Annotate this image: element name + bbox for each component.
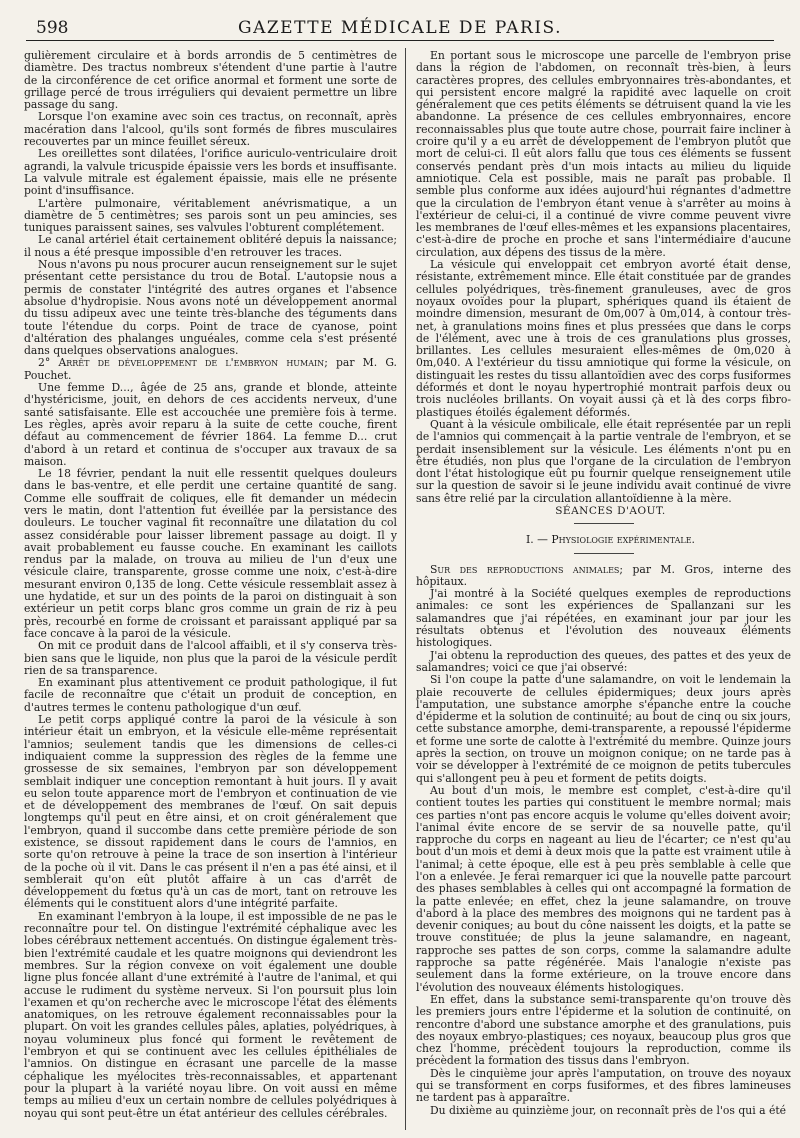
- paragraph: Lorsque l'on examine avec soin ces tractus, on reconnaît, après macération dans l'alcool, qu'ils sont formés de fibres musculaires recouvertes par un mince feuillet séreux.: [24, 110, 397, 149]
- right-column: [416, 50, 791, 1132]
- section-heading: [24, 357, 397, 382]
- paragraph: J'ai montré à la Société quelques exemples de reproductions animales: ce sont les expériences de Spallanzani sur les salamandres que j'ai répétées, en examinant jour par jour les résultats obtenus et l'évolution des nouveaux éléments histologiques.: [416, 587, 791, 650]
- subsection-title: Sur des reproductions animales: [430, 562, 620, 576]
- heading-rule: [574, 523, 634, 524]
- paragraph: Si l'on coupe la patte d'une salamandre, on voit le lendemain la plaie recouverte de cellules épidermiques; deux jours après l'amputation, une substance amorphe s'épanche entre la couche d'épiderme et la solution de continuité; au bout de cinq ou six jours, cette substance amorphe, demi-transparente, a repoussé l'épiderme et forme une sorte de calotte à l'extrémité du membre. Quinze jours après la section, on trouve un moignon conique; on ne tarde pas à voir se développer à l'extrémité de ce moignon de petits tubercules qui s'allongent peu à peu et forment de petits doigts.: [416, 673, 791, 785]
- paragraph: Une femme D..., âgée de 25 ans, grande et blonde, atteinte d'hystéricisme, jouit, en dehors de ces accidents nerveux, d'une santé satisfaisante. Elle est accouchée une première fois à terme. Les règles, après avoir reparu à la suite de cette couche, firent défaut au commencement de février 1864. La femme D... crut d'abord à un retard et continua de s'occuper aux travaux de sa maison.: [24, 381, 397, 468]
- paragraph: La vésicule qui enveloppait cet embryon avorté était dense, résistante, extrêmement mince. Elle était constituée par de grandes cellules polyédriques, très-finement granuleuses, avec de gros noyaux ovoïdes pour la plupart, sphériques quand ils étaient de moindre dimension, mesurant de 0m,007 à 0m,014, à contour très-net, à granulations moins fines et plus pressées que dans le corps de l'élément, avec une à trois de ces granulations plus grosses, brillantes. Les cellules mesuraient elles-mêmes de 0m,020 à 0m,040. A l'extérieur du tissu amniotique qui forme la vésicule, on distinguait les restes du tissu allantoïdien avec des corps fusiformes déformés et dont le noyau hypertrophié montrait parfois deux ou trois nucléoles brillants. On voyait aussi çà et là des corps fibro-plastiques étoilés également déformés.: [416, 258, 791, 419]
- subsection-heading: [416, 564, 791, 589]
- paragraph: Quant à la vésicule ombilicale, elle était représentée par un repli de l'amnios qui commençait à la partie ventrale de l'embryon, et se perdait insensiblement sur la vésicule. Les éléments n'ont pu en être étudiés, non plus que l'organe de la circulation de l'embryon dont l'état histologique eût pu fournir quelque renseignement utile sur la question de savoir si le jeune individu avait continué de vivre sans être relié par la circulation allantoïdienne à la mère.: [416, 417, 791, 505]
- paragraph: J'ai obtenu la reproduction des queues, des pattes et des yeux de salamandres; voici ce que j'ai observé:: [416, 648, 791, 674]
- section-author: ; par M. G. Pouchet.: [24, 356, 397, 382]
- paragraph: Nous n'avons pu nous procurer aucun renseignement sur le sujet présentant cette persistance du trou de Botal. L'autopsie nous a permis de constater l'intégrité des autres organes et l'absence absolue d'hydropisie. Nous avons noté un développement anormal du tissu adipeux avec une teinte très-blanche des téguments dans toute l'étendue du corps. Point de trace de cyanose, point d'altération des phalanges unguéales, comme cela s'est présenté dans quelques observations analogues.: [24, 258, 397, 358]
- paragraph: Au bout d'un mois, le membre est complet, c'est-à-dire qu'il contient toutes les parties qui constituent le membre normal; mais ces parties n'ont pas encore acquis le volume qu'elles doivent avoir; l'animal évite encore de se servir de sa nouvelle patte, qu'il rapproche du corps en nageant au lieu de l'écarter; ce n'est qu'au bout d'un mois et demi à deux mois que la patte est vraiment utile à l'animal; à cette époque, elle est à peu près semblable à celle que l'on a enlevée. Je ferai remarquer ici que la nouvelle patte parcourt des phases semblables à celles qui ont accompagné la formation de la patte enlevée; en effet, chez la jeune salamandre, on trouve d'abord à la place des membres des moignons qui ne tardent pas à devenir coniques; au bout du cône naissent les doigts, et la patte se trouve constituée; de plus la jeune salamandre, en nageant, rapproche ses pattes de son corps, comme la salamandre adulte rapproche sa patte régénérée. Mais l'analogie n'existe pas seulement dans la forme extérieure, on la trouve encore dans l'évolution des nouveaux éléments histologiques.: [416, 783, 791, 994]
- heading-rule: [574, 553, 634, 554]
- page-number: 598: [36, 18, 69, 38]
- paragraph: En effet, dans la substance semi-transparente qu'on trouve dès les premiers jours entre l'épiderme et la solution de continuité, on rencontre d'abord une substance amorphe et des granulations, puis des noyaux embryo-plastiques; ces noyaux, beaucoup plus gros que chez l'homme, précèdent toujours la reproduction, comme ils précèdent la formation des tissus dans l'embryon.: [416, 992, 791, 1068]
- paragraph: En portant sous le microscope une parcelle de l'embryon prise dans la région de l'abdomen, on reconnaît très-bien, à leurs caractères propres, des cellules embryonnaires très-abondantes, et qui persistent encore malgré la rapidité avec laquelle on croit généralement que ces petits éléments se détruisent quand la vie les abandonne. La présence de ces cellules embryonnaires, encore reconnaissables plus que toute autre chose, pourrait faire incliner à croire qu'il y a eu arrêt de développement de l'embryon plutôt que mort de celui-ci. Il eût alors fallu que tous ces éléments se fussent conservés pendant près d'un mois intacts au milieu du liquide amniotique. Cela est possible, mais ne paraît pas probable. Il semble plus conforme aux idées aujourd'hui régnantes d'admettre que la circulation de l'embryon étant venue à s'arrêter au moins à l'extérieur de celui-ci, il a continué de vivre comme peuvent vivre les membranes de l'œuf elles-mêmes et les expansions placentaires, c'est-à-dire de proche en proche et sans l'intermédiaire d'aucune circulation, aux dépens des tissus de la mère.: [416, 50, 791, 259]
- paragraph: Le canal artériel était certainement oblitéré depuis la naissance; il nous a été presque impossible d'en retrouver les traces.: [24, 233, 397, 259]
- journal-title: GAZETTE MÉDICALE DE PARIS.: [238, 18, 562, 38]
- section-title: Arrêt de développement de l'embryon humain: [58, 356, 325, 370]
- subsection-author: ; par M. Gros, interne des hôpitaux.: [416, 562, 791, 588]
- section-number: 2°: [38, 356, 51, 370]
- section-heading: I. — Physiologie expérimentale.: [525, 533, 695, 547]
- paragraph: Les oreillettes sont dilatées, l'orifice auriculo-ventriculaire droit agrandi, la valvule tricuspide épaissie vers les bords et insuffisante. La valvule mitrale est également épaissie, mais elle ne présente point d'insuffisance.: [24, 147, 397, 198]
- paragraph: En examinant plus attentivement ce produit pathologique, il fut facile de reconnaître que c'était un produit de conception, en d'autres termes le contenu pathologique d'un œuf.: [24, 676, 397, 714]
- seances-heading: SÉANCES D'AOUT.: [555, 504, 666, 517]
- paragraph: Le petit corps appliqué contre la paroi de la vésicule à son intérieur était un embryon, et la vésicule elle-même représentait l'amnios; seulement tandis que les dimensions de celles-ci indiquaient comme la suppression des règles de la femme une grossesse de six semaines, l'embryon par son développement semblait indiquer une conception remontant à huit jours. Il y avait eu selon toute apparence mort de l'embryon et continuation de vie et de développement des membranes de l'œuf. On sait depuis longtemps qu'il peut en être ainsi, et on croit généralement que l'embryon, quand il succombe dans cette première période de son existence, se dissout rapidement dans le cours de l'amnios, en sorte qu'on retrouve à peine la trace de son insertion à l'intérieur de la poche où il vit. Dans le cas présent il n'en a pas été ainsi, et il semblerait qu'on eût plutôt affaire à un cas d'arrêt de développement du fœtus qu'à un cas de mort, tant on retrouve les éléments qui le constituent alors d'une intégrité parfaite.: [24, 713, 397, 911]
- paragraph: Le 18 février, pendant la nuit elle ressentit quelques douleurs dans le bas-ventre, et elle perdit une certaine quantité de sang. Comme elle souffrait de coliques, elle fit demander un médecin vers le matin, dont l'attention fut éveillée par la persistance des douleurs. Le toucher vaginal fit reconnaître une dilatation du col assez considérable pour laisser librement passage au doigt. Il y avait probablement eu fausse couche. En examinant les caillots rendus par la malade, on trouva au milieu de l'un d'eux une vésicule claire, transparente, grosse comme une noix, c'est-à-dire mesurant environ 0,135 de long. Cette vésicule ressemblait assez à une hydatide, et sur un des points de la paroi on distinguait à son extérieur un petit corps blanc gros comme un grain de riz à peu près, recourbé en forme de croissant et paraissant appliqué par sa face concave à la paroi de la vésicule.: [24, 467, 397, 640]
- paragraph: L'artère pulmonaire, véritablement anévrismatique, a un diamètre de 5 centimètres; ses parois sont un peu amincies, ses tuniques paraissent saines, ses valvules l'obturent complétement.: [24, 196, 397, 235]
- paragraph: gulièrement circulaire et à bords arrondis de 5 centimètres de diamètre. Des tractus nombreux s'étendent d'une partie à l'autre de la circonférence de cet orifice anormal et forment une sorte de grillage percé de trous irréguliers qui devaient permettre un libre passage du sang.: [24, 50, 397, 112]
- column-divider: [405, 48, 406, 1130]
- paragraph: Du dixième au quinzième jour, on reconnaît près de l'os qui a été: [430, 1103, 787, 1117]
- paragraph: Dès le cinquième jour après l'amputation, on trouve des noyaux qui se transforment en corps fusiformes, et des fibres lamineuses ne tardent pas à apparaître.: [416, 1066, 791, 1105]
- paragraph: En examinant l'embryon à la loupe, il est impossible de ne pas le reconnaître pour tel. On distingue l'extrémité céphalique avec les lobes cérébraux nettement accentués. On distingue également très-bien l'extrémité caudale et les quatre moignons qui deviendront les membres. Sur la région convexe on voit également une double ligne plus foncée allant d'une extrémité à l'autre de l'animal, et qui accuse le rudiment du système nerveux. Si l'on poursuit plus loin l'examen et qu'on recherche avec le microscope l'état des éléments anatomiques, on les retrouve également reconnaissables pour la plupart. On voit les grandes cellules pâles, aplaties, polyédriques, à noyau volumineux plus foncé qui forment le revêtement de l'embryon et qui se continuent avec les cellules épithéliales de l'amnios. On distingue en écrasant une parcelle de la masse céphalique les myélocites très-reconnaissables, et appartenant pour la plupart à la variété noyau libre. On voit aussi en même temps au milieu d'eux un certain nombre de cellules polyédriques à noyau qui sont peut-être un état antérieur des cellules cérébrales.: [24, 909, 397, 1120]
- page-header: [26, 14, 774, 41]
- left-column: [24, 50, 397, 1132]
- paragraph: On mit ce produit dans de l'alcool affaibli, et il s'y conserva très-bien sans que le liquide, non plus que la paroi de la vésicule perdît rien de sa transparence.: [24, 639, 397, 677]
